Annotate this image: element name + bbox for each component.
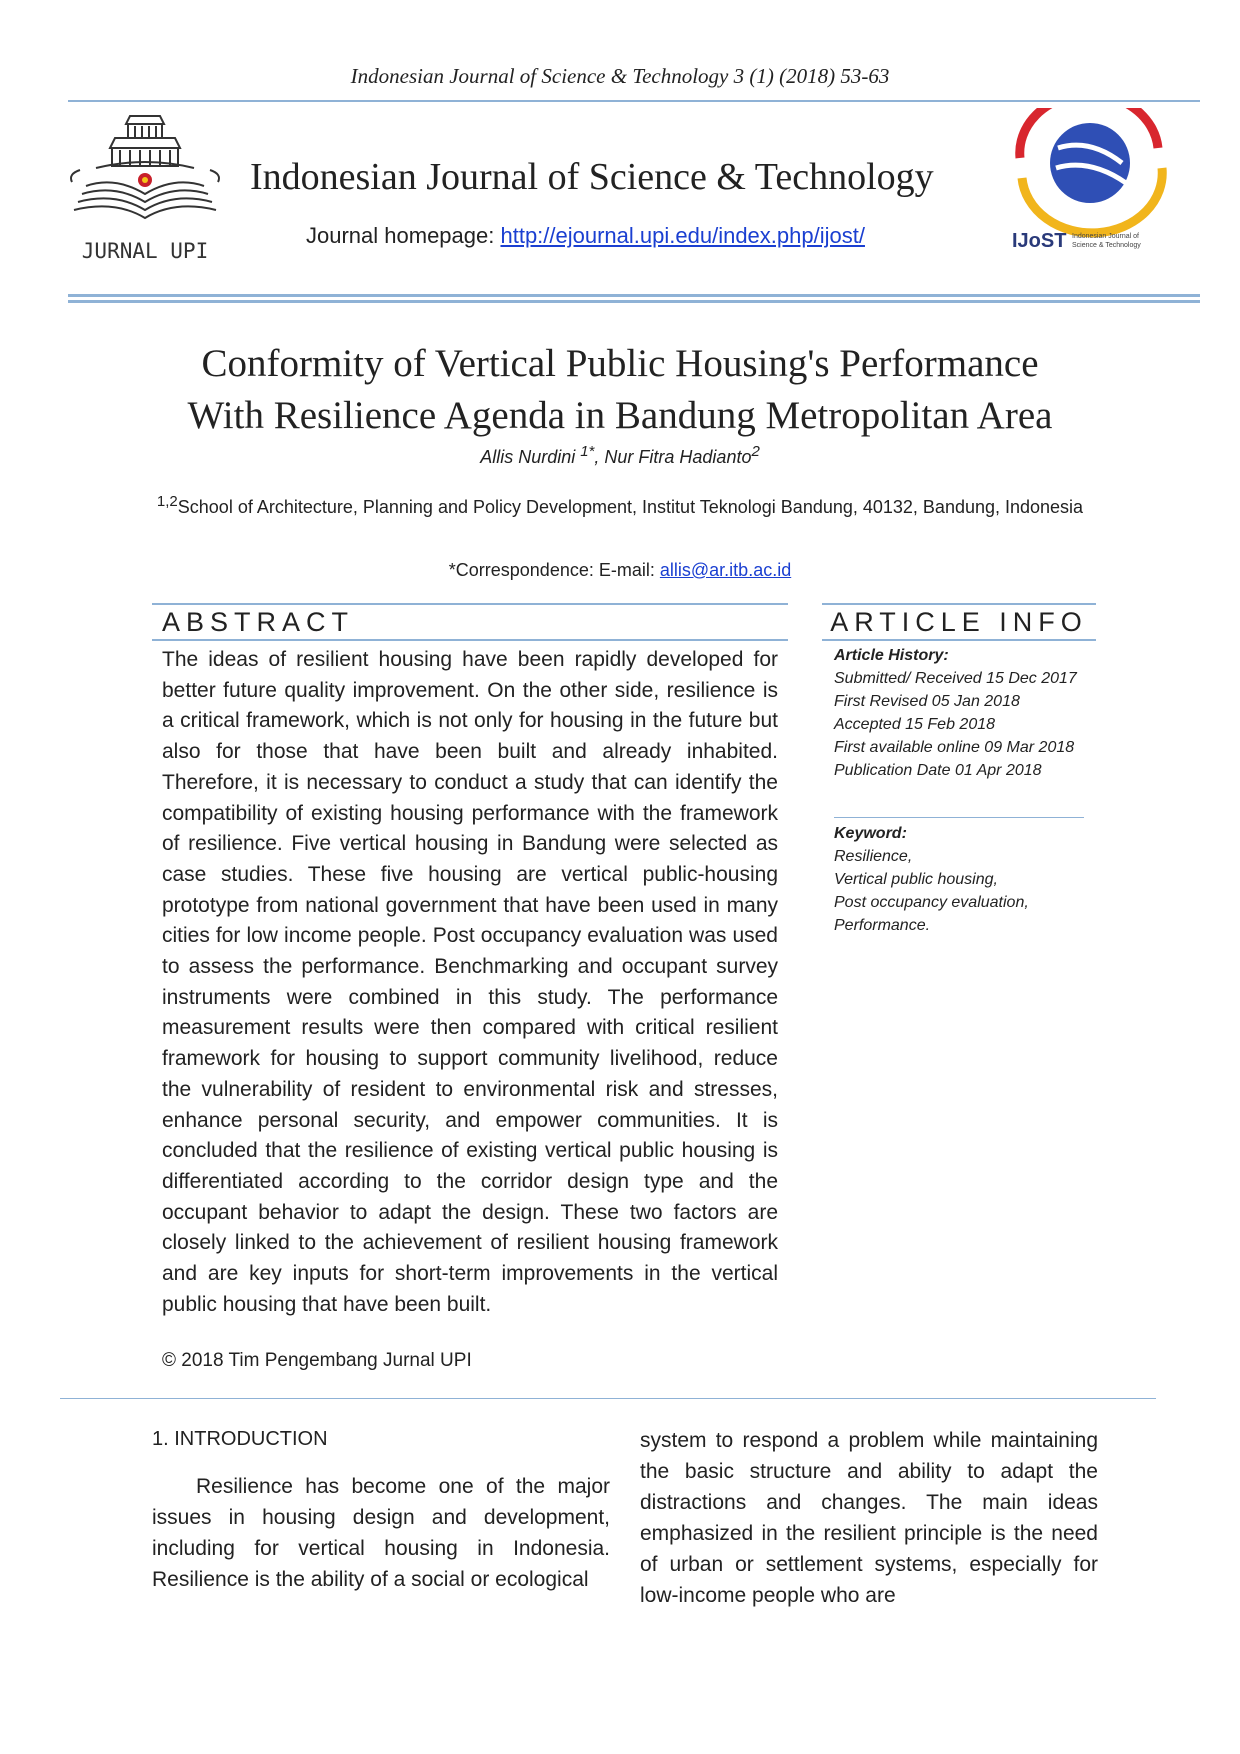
keyword-label: Keyword: <box>834 825 907 842</box>
affiliation-text: School of Architecture, Planning and Policy Development, Institut Teknologi Bandung, 40132, Bandung, Indonesia <box>177 497 1084 517</box>
header-rule <box>68 100 1200 102</box>
history-item: Submitted/ Received 15 Dec 2017 <box>834 670 1077 687</box>
copyright: © 2018 Tim Pengembang Jurnal UPI <box>162 1350 472 1371</box>
authors: Allis Nurdini $^{1*}$, Nur Fitra Hadianto$^2$ <box>480 443 760 467</box>
svg-text:Science & Technology: Science & Technology <box>1072 242 1141 249</box>
introduction-column-1: Resilience has become one of the major issues in housing design and development, including for vertical housing in Indonesia. Resilience is the ability of a social or ecological <box>152 1475 610 1591</box>
journal-homepage <box>306 223 865 249</box>
abstract-text: The ideas of resilient housing have been rapidly developed for better future quality improvement. On the other side, resilience is a critical framework, which is not only for housing in the future but also for those that have been built and already inhabited. Therefore, it is necessary to conduct a study that can identify the compatibility of existing housing performance with the framework of resilience. Five vertical housing in Bandung were selected as case studies. These five housing are vertical public-housing prototype from national government that have been used in many cities for low income people. Post occupancy evaluation was used to assess the performance. Benchmarking and occupant survey instruments were combined in this study. The performance measurement results were then compared with critical resilient framework for housing to support community livelihood, reduce the vulnerability of resident to environmental risk and stresses, enhance personal security, and empower communities. It is concluded that the resilience of existing vertical public housing is differentiated according to the corridor design type and the occupant behavior to adapt the design. These two factors are closely linked to the achievement of resilient housing framework and are key inputs for short-term improvements in the vertical public housing that have been built. <box>162 648 778 1316</box>
introduction-heading: 1. INTRODUCTION <box>152 1428 328 1450</box>
keyword-item: Post occupancy evaluation, <box>834 894 1029 911</box>
svg-text:Indonesian Journal of: Indonesian Journal of <box>1072 233 1139 240</box>
correspondence <box>0 560 1240 581</box>
keyword-item: Resilience, <box>834 848 913 865</box>
homepage-link[interactable]: http://ejournal.upi.edu/index.php/ijost/ <box>500 223 865 248</box>
masthead-double-rule <box>68 294 1200 303</box>
jurnal-upi-wordmark: JURNAL UPI <box>81 239 209 263</box>
ijost-logo <box>998 108 1188 258</box>
article-info-divider <box>834 817 1084 818</box>
keyword-item: Vertical public housing, <box>834 871 998 888</box>
history-item: Publication Date 01 Apr 2018 <box>834 762 1042 779</box>
affiliation <box>150 488 1090 521</box>
jurnal-upi-logo <box>60 108 230 268</box>
paper-title-line-2: With Resilience Agenda in Bandung Metropolitan Area <box>187 394 1053 437</box>
abstract-heading: ABSTRACT <box>162 607 355 637</box>
affiliation-sup: 1,2 <box>156 493 178 510</box>
keywords <box>834 822 1104 937</box>
correspondence-email-link[interactable]: allis@ar.itb.ac.id <box>659 560 792 580</box>
running-header: Indonesian Journal of Science & Technology 3 (1) (2018) 53-63 <box>350 64 890 88</box>
section-divider <box>60 1398 1156 1399</box>
article-info-heading: ARTICLE INFO <box>830 607 1088 637</box>
introduction-column-2: system to respond a problem while maintaining the basic structure and ability to adapt the distractions and changes. The main ideas emphasized in the resilient principle is the need of urban or settlement systems, especially for low-income people who are <box>640 1429 1098 1607</box>
ijost-wordmark: IJoST <box>1012 230 1067 252</box>
history-item: First available online 09 Mar 2018 <box>834 739 1075 756</box>
homepage-label: Journal homepage: <box>306 223 495 248</box>
article-info-heading-box <box>822 603 1096 641</box>
journal-title: Indonesian Journal of Science & Technology <box>250 156 934 198</box>
keyword-item: Performance. <box>834 917 931 934</box>
abstract-heading-box <box>152 603 788 641</box>
correspondence-prefix: *Correspondence: E-mail: <box>448 560 655 580</box>
article-history <box>834 644 1104 782</box>
article-history-label: Article History: <box>834 647 949 664</box>
history-item: First Revised 05 Jan 2018 <box>834 693 1020 710</box>
history-item: Accepted 15 Feb 2018 <box>834 716 996 733</box>
paper-title-line-1: Conformity of Vertical Public Housing's Performance <box>201 342 1039 385</box>
paper-title <box>0 338 1240 442</box>
